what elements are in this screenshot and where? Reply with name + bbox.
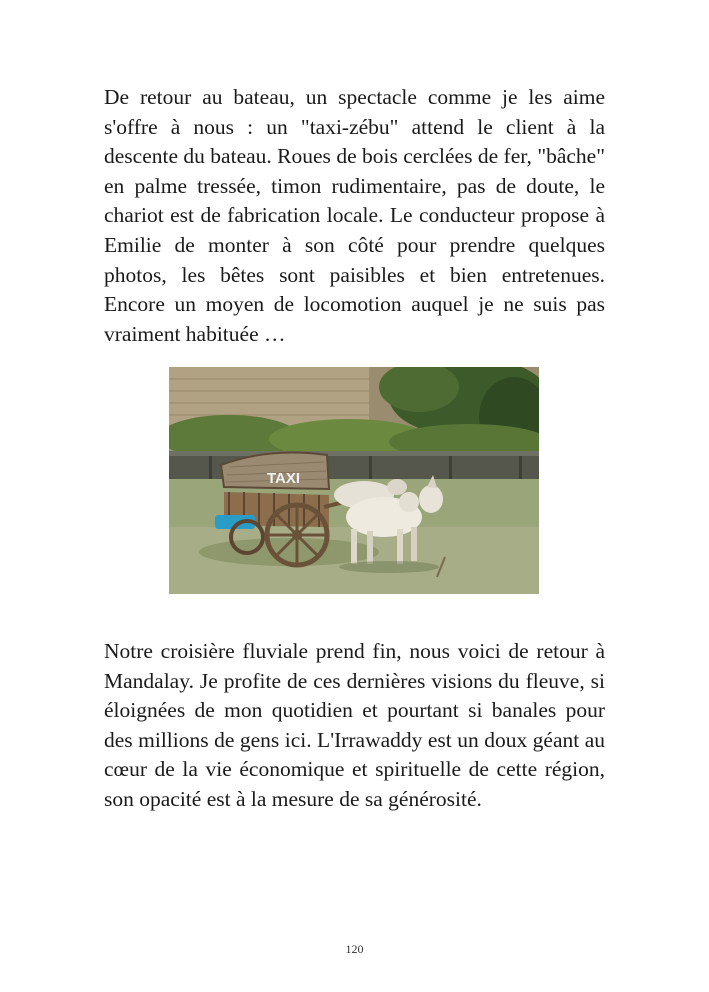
page-number: 120 xyxy=(345,942,364,956)
paragraph-taxi-zebu: De retour au bateau, un spectacle comme je les aime s'offre à nous : un "taxi-zébu" attend le client à la descente du bateau. Roues de bois cerclées de fer, "bâche" en palme tressée, timon rudimentaire, pas de doute, le chariot est de fabrication locale. Le conducteur propose à Emilie de monter à son côté pour prendre quelques photos, les bêtes sont paisibles et bien entretenues. Encore un moyen de locomotion auquel je ne suis pas vraiment habituée … xyxy=(104,85,605,346)
paragraph-croisiere: Notre croisière fluviale prend fin, nous voici de retour à Mandalay. Je profite de ces dernières visions du fleuve, si éloignées de mon quotidien et pourtant si banales pour des millions de gens ici. L'Irrawaddy est un doux géant au cœur de la vie économique et spirituelle de cette région, son opacité est à la mesure de sa générosité. xyxy=(104,639,605,811)
cart-taxi-sign: TAXI xyxy=(267,470,301,487)
photo-taxi-zebu-cart xyxy=(169,367,539,594)
